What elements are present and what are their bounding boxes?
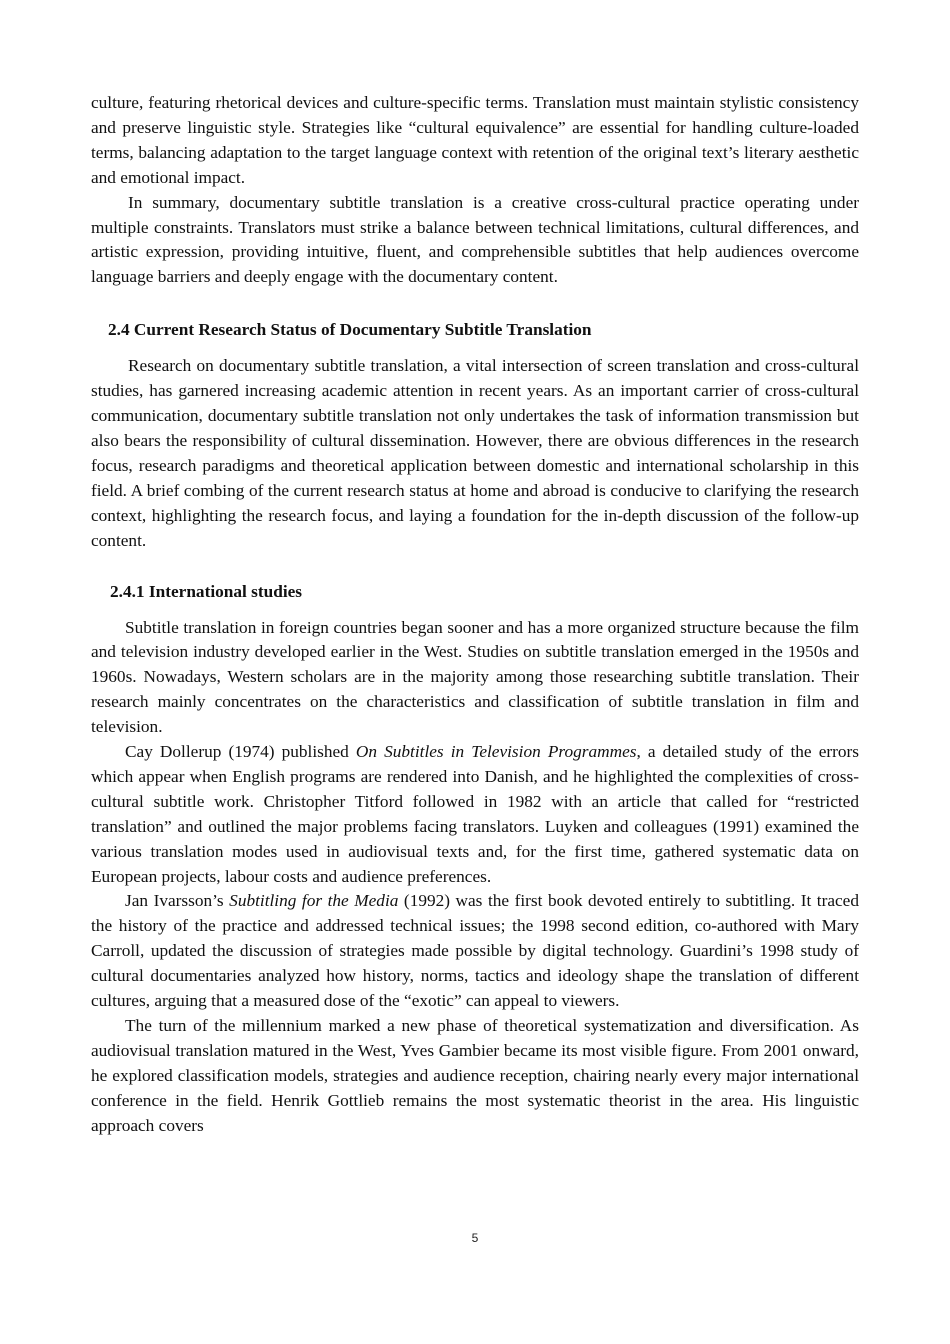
- paragraph-dollerup: [91, 740, 859, 889]
- paragraph-cultural-equivalence: culture, featuring rhetorical devices and culture-specific terms. Translation must maintain stylistic consistency and preserve linguistic style. Strategies like “cultural equivalence” are essential for handling culture-loaded terms, balancing adaptation to the target language context with retention of the original text’s literary aesthetic and emotional impact.: [91, 93, 859, 187]
- page-number: 5: [471, 1231, 479, 1245]
- paragraph-research-overview: Research on documentary subtitle translation, a vital intersection of screen translation and cross-cultural studies, has garnered increasing academic attention in recent years. As an important carrier of cross-cultural communication, documentary subtitle translation not only undertakes the task of information transmission but also bears the responsibility of cultural dissemination. However, there are obvious differences in the research focus, research paradigms and theoretical application between domestic and international scholarship in this field. A brief combing of the current research status at home and abroad is conducive to clarifying the research context, highlighting the research focus, and laying a foundation for the in-depth discussion of the follow-up content.: [91, 356, 859, 550]
- ivarsson-text-after: (1992) was the first book devoted entirely to subtitling. It traced the history of the practice and addressed technical issues; the 1998 second edition, co-authored with Mary Carroll, updated the discussion of strategies made possible by digital technology. Guardini’s 1998 study of cultural documentaries analyzed how history, norms, tactics and ideology shape the translation of different cultures, arguing that a measured dose of the “exotic” can appeal to viewers.: [91, 891, 859, 1011]
- ivarsson-text-before: Jan Ivarsson’s: [125, 891, 230, 911]
- subsection-heading-2-4-1: 2.4.1 International studies: [110, 581, 303, 601]
- paragraph-ivarsson: [91, 889, 859, 1014]
- paragraph-summary: In summary, documentary subtitle translation is a creative cross-cultural practice operating under multiple constraints. Translators must strike a balance between technical limitations, cultural differences, and artistic expression, providing intuitive, fluent, and comprehensible subtitles that help audiences overcome language barriers and deeply engage with the documentary content.: [91, 192, 859, 287]
- document-page: [91, 91, 859, 1139]
- section-heading-2-4: 2.4 Current Research Status of Documentary Subtitle Translation: [108, 320, 592, 340]
- paragraph-millennium: The turn of the millennium marked a new phase of theoretical systematization and diversification. As audiovisual translation matured in the West, Yves Gambier became its most visible figure. From 2001 onward, he explored classification models, strategies and audience reception, chairing nearly every major international conference in the field. Henrik Gottlieb remains the most systematic theorist in the area. His linguistic approach covers: [91, 1016, 859, 1135]
- ivarsson-book-title: Subtitling for the Media: [229, 891, 399, 911]
- dollerup-text-before: Cay Dollerup (1974) published: [125, 742, 356, 762]
- dollerup-book-title: On Subtitles in Television Programmes: [355, 742, 637, 762]
- paragraph-foreign-subtitle-history: Subtitle translation in foreign countries began sooner and has a more organized structure because the film and television industry developed earlier in the West. Studies on subtitle translation emerged in the 1950s and 1960s. Nowadays, Western scholars are in the majority among those researching subtitle translation. Their research mainly concentrates on the characteristics and classification of subtitle translation in film and television.: [91, 617, 859, 737]
- dollerup-text-after: , a detailed study of the errors which appear when English programs are rendered into Danish, and he highlighted the complexities of cross-cultural subtitle work. Christopher Titford followed in 1982 with an article that called for “restricted translation” and outlined the major problems facing translators. Luyken and colleagues (1991) examined the various translation modes used in audiovisual texts and, for the first time, gathered systematic data on European projects, labour costs and audience preferences.: [91, 742, 859, 886]
